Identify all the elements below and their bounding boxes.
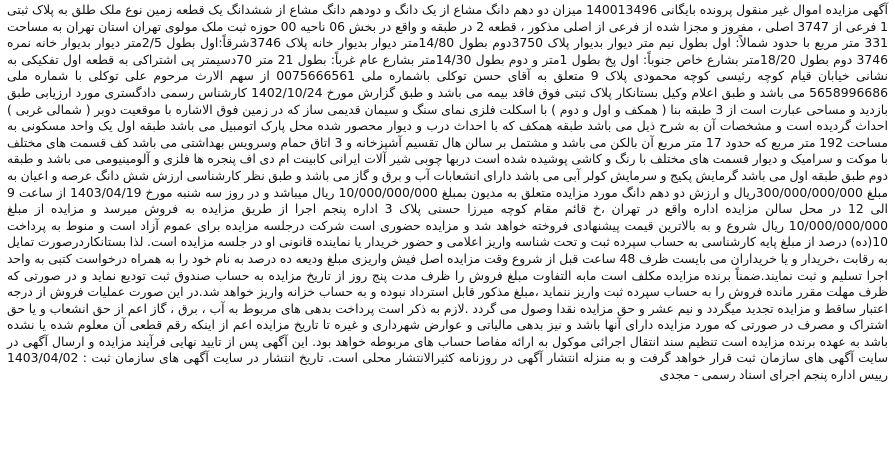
auction-notice-text: آگهی مزایده اموال غیر منقول پرونده بایگانی 140013496 میزان دو دهم دانگ مشاع از یک دانگ و دودهم دانگ مشاع از ششدانگ یک قطعه زمین نوع ملک طلق به پلاک ثبتی 1 فرعی از 3747 اصلی ، مفروز و مجزا شده از فرعی از اصلی مذکور ، قطعه 2 در طبقه و واقع در بخش 06 ناحیه 00 حوزه ثبت ملک مولوی تهران استان تهران به مساحت 331 متر مربع با حدود شمالاً: اول بطول نیم متر دیوار بدیوار پلاک 3750دوم بطول 14/80متر دیوار بدیوار خانه پلاک 3746شرقاً:اول بطول 2/5متر دیوار بدیوار خانه نمره 3746 دوم بطول 18/20متر بشارع خاص جنوباً: اول پخ بطول 1متر و دوم بطول 14/30متر بشارع عام غرباً: بطول 21 متر 70دسیمتر پی اشتراکی به قطعه اول تفکیکی به نشانی خیابان قیام کوچه رئیسی کوچه محمودی پلاک 9 متعلق به آقای حسن توکلی باشماره ملی 0075666561 از سهم الارث مرحوم علی توکلی با شماره ملی 5658996686 می باشد و طبق اعلام وکیل بستانکار پلاک ثبتی فوق فاقد بیمه می باشد و طبق گزارش مورخ 1402/10/24 کارشناس رسمی دادگستری مورد ارزیابی طبق بازدید و مساحی عبارت است از 3 طبقه بنا ( همکف و اول و دوم ) با اسکلت فلزی نمای سنگ و سیمان قدیمی ساز که در زمین فوق الاشاره با موقعیت دوبر ( شمالی غربی ) احداث گردیده است و مشخصات آن به شرح ذیل می باشد طبقه همکف که با احداث درب و دیوار محصور شده محل پارک اتومبیل می باشد طبقه اول یک واحد مسکونی به مساحت 192 متر مربع که حدود 17 متر مربع آن بالکن می باشد و مشتمل بر سالن هال تقسیم آشپزخانه و 3 اتاق حمام وسرویس بهداشتی می باشد کف قسمت های مختلف با موکت و سرامیک و دیوار قسمت های مختلف با رنگ و کاشی پوشیده شده است دربها چوبی شیر آلات ایرانی کابینت ام دی اف پنجره ها فلزی و آلومینیومی می باشد و طبقه دوم طبق طبقه اول می باشد گرمایش پکیج و سرمایش کولر آبی می باشد دارای انشعابات آب و برق و گاز می باشد و طبق نظر کارشناسی ارزش شش دانگ عرصه و اعیان به مبلغ 300/000/000/000ریال و ارزش دو دهم دانگ مورد مزایده متعلق به مدیون بمبلغ 10/000/000/000 ریال میباشد و در روز سه شنبه مورخ 1403/04/19 از ساعت 9 الی 12 در محل سالن مزایده اداره واقع در تهران ،خ قائم مقام کوچه میرزا حسنی پلاک 3 اداره پنجم اجرا از طریق مزایده به فروش میرسد و مزایده از مبلغ 10/000/000/000 ریال شروع و به بالاترین قیمت پیشنهادی فروخته خواهد شد و مزایده حضوری است شرکت درجلسه مزایده برای عموم آزاد است و منوط به پرداخت 10(ده) درصد از مبلغ پایه کارشناسی به حساب سپرده ثبت و تحت شناسه واریز اعلامی و حضور خریدار یا نماینده قانونی او در جلسه مزایده است. لذا بستانکاردرصورت تمایل به رقابت ،خریدار و یا خریداران می بایست ظرف 48 ساعت قبل از شروع وقت مزایده اصل فیش واریزی مبلغ ودیعه ده درصد به نام خود را به همراه درخواست کتبی به واحد اجرا تسلیم و ثبت نمایند.ضمناً برنده مزایده مکلف است مابه التفاوت مبلغ فروش را ظرف مدت پنج روز از تاریخ مزایده به حساب صندوق ثبت توديع نمايد و در صورتی که ظرف مهلت مقرر مانده فروش را به حساب سپرده ثبت واریز ننماید ،مبلغ مذکور قابل استرداد نبوده و به حساب خزانه واریز خواهد شد.در این صورت عملیات فروش از درجه اعتبار ساقط و مزایده تجدید میگردد و نیم عشر و حق مزایده نقدا وصول می گردد .لازم به ذکر است پرداخت بدهی های مربوط به آب ، برق ، گاز اعم از حق انشعاب و یا حق اشتراک و مصرف در صورتی که مورد مزایده دارای آنها باشد و نیز بدهی مالیاتی و عوارض شهرداری و غیره تا تاریخ مزایده اعم از اینکه رقم قطعی آن معلوم شده یا نشده باشد به عهده برنده مزایده است تنظیم سند انتقال اجرائی موکول به ارائه مفاصا حساب های مربوطه خواهد بود. این آگهی پس از تایید نهایی فرآیند مزایده و ارسال آگهی در سایت آگهی های سازمان ثبت قرار خواهد گرفت و به منزله انتشار آگهی در روزنامه کثیرالانتشار محلی است. تاریخ انتشار در سایت آگهی های سازمان ثبت : 1403/04/02 رییس اداره پنجم اجرای اسناد رسمی - مجدی — [7, 2, 889, 383]
